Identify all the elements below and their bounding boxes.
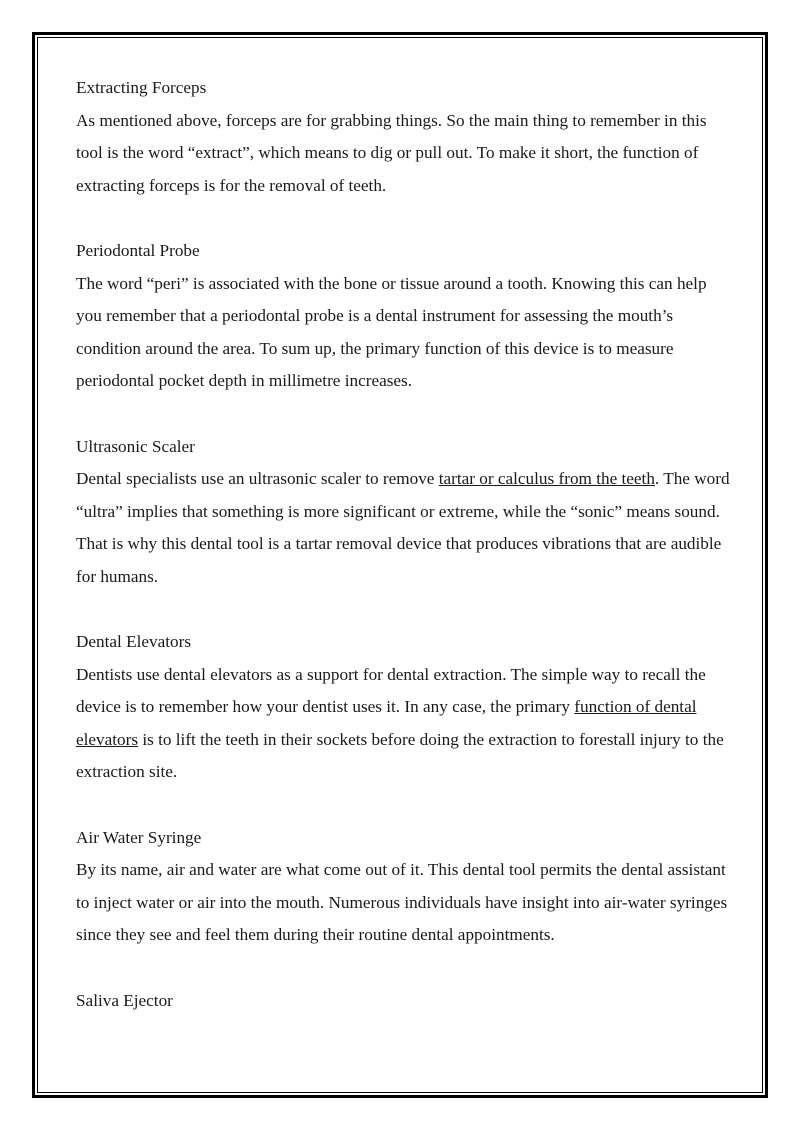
section-title: Air Water Syringe <box>76 827 202 847</box>
body-text: The word “peri” is associated with the bone or tissue around a tooth. Knowing this can help you remember that a periodontal probe is a dental instrument for assessing the mouth’s condition around the area. To sum up, the primary function of this device is to measure periodontal pocket depth in millimetre increases. <box>76 273 707 391</box>
body-text: is to lift the teeth in their sockets before doing the extraction to forestall injury to the extraction site. <box>76 729 724 782</box>
section-air-water-syringe <box>76 822 736 952</box>
section-body <box>76 105 736 203</box>
body-text: As mentioned above, forceps are for grabbing things. So the main thing to remember in this tool is the word “extract”, which means to dig or pull out. To make it short, the function of extracting forceps is for the removal of teeth. <box>76 110 707 195</box>
section-dental-elevators <box>76 626 736 789</box>
section-title: Dental Elevators <box>76 632 192 652</box>
section-title: Saliva Ejector <box>76 990 173 1010</box>
section-saliva-ejector <box>76 985 736 1018</box>
section-periodontal-probe <box>76 235 736 398</box>
body-text: Dental specialists use an ultrasonic scaler to remove <box>76 469 439 489</box>
section-title: Extracting Forceps <box>76 78 207 97</box>
body-text: By its name, air and water are what come out of it. This dental tool permits the dental assistant to inject water or air into the mouth. Numerous individuals have insight into air-water syringes since they see and feel them during their routine dental appointments. <box>76 860 728 945</box>
link-function-of-dental-elevators[interactable]: function of dental elevators <box>76 697 697 749</box>
link-tartar-or-calculus[interactable]: tartar or calculus from the teeth <box>438 469 655 489</box>
body-text: Dentists use dental elevators as a support for dental extraction. The simple way to recall the device is to remember how your dentist uses it. In any case, the primary <box>76 664 706 717</box>
section-ultrasonic-scaler <box>76 431 736 594</box>
section-body <box>76 268 736 398</box>
body-text: . The word “ultra” implies that something is more significant or extreme, while the “sonic” means sound. That is why this dental tool is a tartar removal device that produces vibrations that are audible for humans. <box>76 469 730 586</box>
section-body <box>76 659 736 789</box>
section-body <box>76 854 736 952</box>
document-content <box>76 72 736 1050</box>
section-body <box>76 463 736 593</box>
section-title: Periodontal Probe <box>76 240 200 260</box>
section-extracting-forceps <box>76 72 736 202</box>
section-title: Ultrasonic Scaler <box>76 436 195 456</box>
